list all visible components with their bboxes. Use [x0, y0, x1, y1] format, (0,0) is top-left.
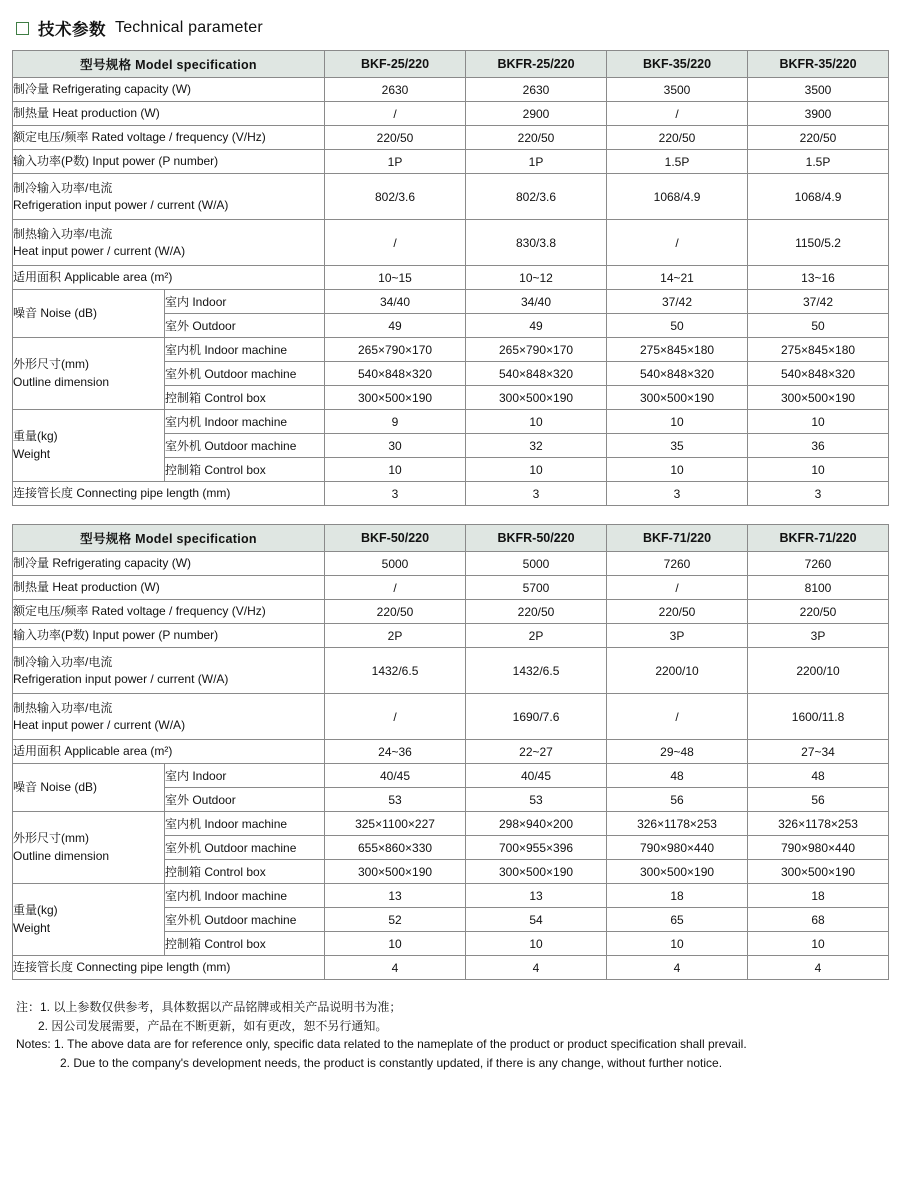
row-label: 连接管长度 Connecting pipe length (mm)	[13, 482, 325, 506]
cell-value: 1150/5.2	[748, 220, 889, 266]
cell-value: 56	[607, 788, 748, 812]
row-label-en: Refrigeration input power / current (W/A)	[13, 197, 229, 212]
row-label: 适用面积 Applicable area (m²)	[13, 266, 325, 290]
row-label: 输入功率(P数) Input power (P number)	[13, 624, 325, 648]
row-label-cn: 制冷输入功率/电流	[13, 655, 113, 670]
cell-value: /	[325, 576, 466, 600]
table-row	[13, 884, 889, 908]
cell-value: 50	[607, 314, 748, 338]
cell-value: 65	[607, 908, 748, 932]
table-row	[13, 956, 889, 980]
header-model-4: BKFR-71/220	[748, 525, 889, 552]
table-row	[13, 624, 889, 648]
header-model-specification: 型号规格 Model specification	[13, 525, 325, 552]
cell-value: 4	[466, 956, 607, 980]
cell-value: 3	[466, 482, 607, 506]
table-row	[13, 552, 889, 576]
cell-value: 10	[325, 458, 466, 482]
cell-value: 3P	[607, 624, 748, 648]
cell-value: 34/40	[466, 290, 607, 314]
cell-value: 10	[748, 410, 889, 434]
table-row	[13, 338, 889, 362]
cell-value: 4	[325, 956, 466, 980]
cell-value: 13	[325, 884, 466, 908]
cell-value: 2200/10	[748, 648, 889, 694]
cell-value: 655×860×330	[325, 836, 466, 860]
group-label-noise	[13, 290, 165, 338]
row-label: 制冷量 Refrigerating capacity (W)	[13, 78, 325, 102]
cell-value: 8100	[748, 576, 889, 600]
cell-value: 2P	[466, 624, 607, 648]
table-row	[13, 220, 889, 266]
cell-value: 540×848×320	[748, 362, 889, 386]
cell-value: 3P	[748, 624, 889, 648]
row-label: 额定电压/频率 Rated voltage / frequency (V/Hz)	[13, 126, 325, 150]
cell-value: 18	[748, 884, 889, 908]
cell-value: 48	[607, 764, 748, 788]
cell-value: 2200/10	[607, 648, 748, 694]
cell-value: 220/50	[748, 600, 889, 624]
row-label-en: Refrigeration input power / current (W/A)	[13, 671, 229, 686]
cell-value: 10	[607, 932, 748, 956]
cell-value: 1432/6.5	[466, 648, 607, 694]
cell-value: 275×845×180	[748, 338, 889, 362]
table-row	[13, 740, 889, 764]
cell-value: 790×980×440	[607, 836, 748, 860]
header-model-1: BKF-25/220	[325, 51, 466, 78]
group-label-outline-dimension	[13, 338, 165, 410]
cell-value: 300×500×190	[325, 860, 466, 884]
cell-value: 326×1178×253	[748, 812, 889, 836]
cell-value: 1068/4.9	[748, 174, 889, 220]
row-label	[13, 694, 325, 740]
group-label-outline-dimension	[13, 812, 165, 884]
table-row	[13, 600, 889, 624]
sub-row-label: 室内机 Indoor machine	[165, 812, 325, 836]
notes-block	[12, 998, 888, 1072]
cell-value: 1068/4.9	[607, 174, 748, 220]
table-row	[13, 78, 889, 102]
cell-value: 2630	[325, 78, 466, 102]
cell-value: 4	[748, 956, 889, 980]
sub-row-label: 室外 Outdoor	[165, 314, 325, 338]
cell-value: 3	[325, 482, 466, 506]
cell-value: 10~12	[466, 266, 607, 290]
cell-value: 700×955×396	[466, 836, 607, 860]
group-label-cn: 外形尺寸(mm)	[13, 831, 89, 846]
cell-value: 24~36	[325, 740, 466, 764]
cell-value: 10	[607, 410, 748, 434]
header-model-2: BKFR-50/220	[466, 525, 607, 552]
cell-value: 300×500×190	[748, 386, 889, 410]
group-label-en: Outline dimension	[13, 374, 110, 389]
cell-value: 3900	[748, 102, 889, 126]
row-label: 制热量 Heat production (W)	[13, 102, 325, 126]
table-row	[13, 648, 889, 694]
cell-value: 52	[325, 908, 466, 932]
cell-value: 1P	[466, 150, 607, 174]
sub-row-label: 室外机 Outdoor machine	[165, 362, 325, 386]
spec-table-2	[12, 524, 889, 980]
cell-value: 540×848×320	[325, 362, 466, 386]
cell-value: 300×500×190	[607, 386, 748, 410]
cell-value: 10	[748, 932, 889, 956]
group-label-cn: 外形尺寸(mm)	[13, 357, 89, 372]
note-cn-2: 2. 因公司发展需要，产品在不断更新，如有更改，恕不另行通知。	[38, 1018, 388, 1033]
spec-table-1	[12, 50, 889, 506]
cell-value: 10	[607, 458, 748, 482]
cell-value: 220/50	[607, 126, 748, 150]
cell-value: 300×500×190	[466, 860, 607, 884]
cell-value: 1P	[325, 150, 466, 174]
cell-value: /	[325, 220, 466, 266]
row-label-cn: 制热输入功率/电流	[13, 701, 113, 716]
cell-value: 802/3.6	[466, 174, 607, 220]
table-row	[13, 764, 889, 788]
group-label-weight	[13, 410, 165, 482]
sub-row-label: 室内 Indoor	[165, 290, 325, 314]
row-label: 连接管长度 Connecting pipe length (mm)	[13, 956, 325, 980]
cell-value: 35	[607, 434, 748, 458]
cell-value: 830/3.8	[466, 220, 607, 266]
cell-value: 18	[607, 884, 748, 908]
sub-row-label: 室内 Indoor	[165, 764, 325, 788]
cell-value: /	[325, 102, 466, 126]
cell-value: 30	[325, 434, 466, 458]
cell-value: 2630	[466, 78, 607, 102]
cell-value: 265×790×170	[466, 338, 607, 362]
cell-value: 2900	[466, 102, 607, 126]
cell-value: 49	[466, 314, 607, 338]
sub-row-label: 室外机 Outdoor machine	[165, 908, 325, 932]
table-header-row	[13, 51, 889, 78]
cell-value: 48	[748, 764, 889, 788]
cell-value: 10	[466, 410, 607, 434]
cell-value: 220/50	[325, 126, 466, 150]
row-label	[13, 220, 325, 266]
group-label-en: Weight	[13, 920, 51, 935]
cell-value: 300×500×190	[325, 386, 466, 410]
cell-value: 37/42	[748, 290, 889, 314]
sub-row-label: 室外机 Outdoor machine	[165, 434, 325, 458]
cell-value: /	[607, 576, 748, 600]
cell-value: 49	[325, 314, 466, 338]
cell-value: 10	[748, 458, 889, 482]
header-model-2: BKFR-25/220	[466, 51, 607, 78]
header-model-3: BKF-35/220	[607, 51, 748, 78]
cell-value: /	[607, 694, 748, 740]
cell-value: 220/50	[466, 126, 607, 150]
sub-row-label: 控制箱 Control box	[165, 860, 325, 884]
header-model-4: BKFR-35/220	[748, 51, 889, 78]
table-row	[13, 126, 889, 150]
cell-value: 275×845×180	[607, 338, 748, 362]
cell-value: 298×940×200	[466, 812, 607, 836]
row-label-en: Heat input power / current (W/A)	[13, 243, 186, 258]
sub-row-label: 室内机 Indoor machine	[165, 338, 325, 362]
cell-value: 540×848×320	[466, 362, 607, 386]
cell-value: 68	[748, 908, 889, 932]
cell-value: 1.5P	[607, 150, 748, 174]
page-title	[12, 12, 888, 50]
cell-value: 32	[466, 434, 607, 458]
table-row	[13, 410, 889, 434]
sub-row-label: 控制箱 Control box	[165, 458, 325, 482]
row-label	[13, 648, 325, 694]
row-label-en: Heat input power / current (W/A)	[13, 717, 186, 732]
cell-value: 53	[466, 788, 607, 812]
square-outline-icon	[16, 22, 29, 35]
sub-row-label: 室外机 Outdoor machine	[165, 836, 325, 860]
cell-value: /	[325, 694, 466, 740]
cell-value: 1600/11.8	[748, 694, 889, 740]
cell-value: 13~16	[748, 266, 889, 290]
table-row	[13, 174, 889, 220]
cell-value: 300×500×190	[466, 386, 607, 410]
cell-value: 4	[607, 956, 748, 980]
group-label-en: Outline dimension	[13, 848, 110, 863]
table-row	[13, 150, 889, 174]
cell-value: 34/40	[325, 290, 466, 314]
row-label: 制冷量 Refrigerating capacity (W)	[13, 552, 325, 576]
cell-value: 220/50	[466, 600, 607, 624]
row-label-cn: 制热输入功率/电流	[13, 227, 113, 242]
group-label-cn: 噪音 Noise (dB)	[13, 779, 98, 794]
cell-value: 3	[748, 482, 889, 506]
cell-value: 220/50	[325, 600, 466, 624]
cell-value: 265×790×170	[325, 338, 466, 362]
table-row	[13, 482, 889, 506]
cell-value: 50	[748, 314, 889, 338]
cell-value: 2P	[325, 624, 466, 648]
sub-row-label: 室内机 Indoor machine	[165, 410, 325, 434]
table-row	[13, 102, 889, 126]
cell-value: 540×848×320	[607, 362, 748, 386]
cell-value: 326×1178×253	[607, 812, 748, 836]
sub-row-label: 控制箱 Control box	[165, 386, 325, 410]
cell-value: /	[607, 220, 748, 266]
table-row	[13, 266, 889, 290]
row-label: 输入功率(P数) Input power (P number)	[13, 150, 325, 174]
cell-value: 9	[325, 410, 466, 434]
cell-value: 300×500×190	[607, 860, 748, 884]
table-row	[13, 812, 889, 836]
cell-value: 1690/7.6	[466, 694, 607, 740]
group-label-cn: 重量(kg)	[13, 903, 58, 918]
sub-row-label: 控制箱 Control box	[165, 932, 325, 956]
cell-value: 54	[466, 908, 607, 932]
note-en-2: 2. Due to the company's development needs, the product is constantly updated, if there is any change, without further notice.	[60, 1055, 723, 1070]
cell-value: 53	[325, 788, 466, 812]
row-label: 制热量 Heat production (W)	[13, 576, 325, 600]
group-label-noise	[13, 764, 165, 812]
group-label-cn: 噪音 Noise (dB)	[13, 305, 98, 320]
note-cn-1: 注：1. 以上参数仅供参考，具体数据以产品铭牌或相关产品说明书为准；	[16, 1000, 402, 1014]
cell-value: 10~15	[325, 266, 466, 290]
sub-row-label: 室外 Outdoor	[165, 788, 325, 812]
header-model-3: BKF-71/220	[607, 525, 748, 552]
header-model-specification: 型号规格 Model specification	[13, 51, 325, 78]
cell-value: 36	[748, 434, 889, 458]
cell-value: 7260	[748, 552, 889, 576]
group-label-en: Weight	[13, 446, 51, 461]
row-label: 额定电压/频率 Rated voltage / frequency (V/Hz)	[13, 600, 325, 624]
cell-value: 22~27	[466, 740, 607, 764]
row-label-cn: 制冷输入功率/电流	[13, 181, 113, 196]
cell-value: 40/45	[466, 764, 607, 788]
row-label	[13, 174, 325, 220]
cell-value: 37/42	[607, 290, 748, 314]
cell-value: 13	[466, 884, 607, 908]
page-title-en: Technical parameter	[115, 19, 263, 36]
cell-value: 1.5P	[748, 150, 889, 174]
cell-value: 1432/6.5	[325, 648, 466, 694]
cell-value: 10	[466, 458, 607, 482]
header-model-1: BKF-50/220	[325, 525, 466, 552]
cell-value: 325×1100×227	[325, 812, 466, 836]
cell-value: /	[607, 102, 748, 126]
table-header-row	[13, 525, 889, 552]
cell-value: 300×500×190	[748, 860, 889, 884]
cell-value: 7260	[607, 552, 748, 576]
sub-row-label: 室内机 Indoor machine	[165, 884, 325, 908]
cell-value: 5000	[325, 552, 466, 576]
cell-value: 56	[748, 788, 889, 812]
cell-value: 802/3.6	[325, 174, 466, 220]
row-label: 适用面积 Applicable area (m²)	[13, 740, 325, 764]
table-row	[13, 290, 889, 314]
cell-value: 3	[607, 482, 748, 506]
cell-value: 790×980×440	[748, 836, 889, 860]
cell-value: 3500	[748, 78, 889, 102]
cell-value: 220/50	[607, 600, 748, 624]
cell-value: 5700	[466, 576, 607, 600]
cell-value: 27~34	[748, 740, 889, 764]
cell-value: 10	[466, 932, 607, 956]
group-label-weight	[13, 884, 165, 956]
table-row	[13, 694, 889, 740]
cell-value: 40/45	[325, 764, 466, 788]
note-en-1: Notes: 1. The above data are for reference only, specific data related to the nameplate of the product or product specification shall prevail.	[16, 1037, 747, 1052]
table-row	[13, 576, 889, 600]
group-label-cn: 重量(kg)	[13, 429, 58, 444]
cell-value: 14~21	[607, 266, 748, 290]
cell-value: 3500	[607, 78, 748, 102]
cell-value: 220/50	[748, 126, 889, 150]
page-title-cn: 技术参数	[38, 21, 106, 39]
cell-value: 5000	[466, 552, 607, 576]
cell-value: 10	[325, 932, 466, 956]
cell-value: 29~48	[607, 740, 748, 764]
